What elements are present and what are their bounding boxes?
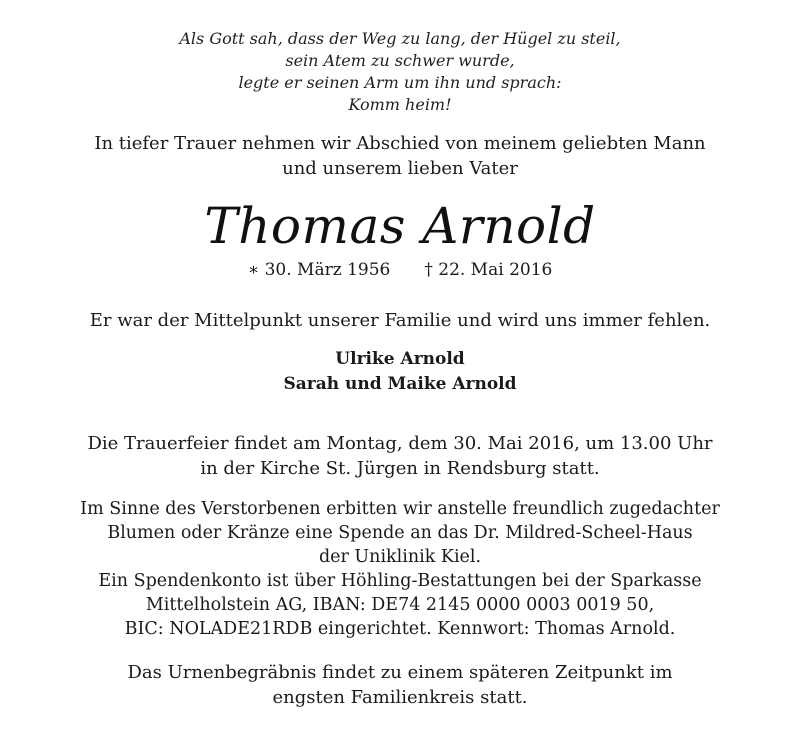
donation-line: BIC: NOLADE21RDB eingerichtet. Kennwort: Thomas Arnold. — [124, 619, 676, 639]
deceased-name: Thomas Arnold — [204, 197, 596, 255]
life-dates — [0, 258, 800, 282]
poem-line: Komm heim! — [348, 95, 452, 114]
poem-line: legte er seinen Arm um ihn und sprach: — [238, 73, 562, 92]
donation-line: Mittelholstein AG, IBAN: DE74 2145 0000 0003 0019 50, — [145, 595, 655, 615]
intro-text — [0, 131, 800, 181]
birth-date: ∗ 30. März 1956 — [247, 260, 391, 280]
death-date: † 22. Mai 2016 — [424, 260, 553, 280]
poem-line: sein Atem zu schwer wurde, — [285, 51, 515, 70]
funeral-service-info — [0, 431, 800, 481]
burial-info — [0, 660, 800, 710]
poem-line: Als Gott sah, dass der Weg zu lang, der Hügel zu steil, — [179, 29, 621, 48]
family-signatures — [0, 347, 800, 397]
burial-line: Das Urnenbegräbnis findet zu einem späteren Zeitpunkt im — [127, 662, 673, 683]
donation-line: Im Sinne des Verstorbenen erbitten wir anstelle freundlich zugedachter — [80, 499, 720, 519]
tribute-text: Er war der Mittelpunkt unserer Familie und wird uns immer fehlen. — [89, 310, 711, 331]
service-line: in der Kirche St. Jürgen in Rendsburg statt. — [200, 458, 600, 479]
service-line: Die Trauerfeier findet am Montag, dem 30. Mai 2016, um 13.00 Uhr — [87, 433, 713, 454]
donation-line: Ein Spendenkonto ist über Höhling-Bestattungen bei der Sparkasse — [98, 571, 702, 591]
burial-line: engsten Familienkreis statt. — [272, 687, 528, 708]
family-member: Ulrike Arnold — [335, 349, 465, 369]
intro-line: In tiefer Trauer nehmen wir Abschied von meinem geliebten Mann — [94, 133, 706, 154]
family-member: Sarah und Maike Arnold — [283, 374, 517, 394]
poem — [0, 28, 800, 116]
donation-line: Blumen oder Kränze eine Spende an das Dr. Mildred-Scheel-Haus — [107, 523, 693, 543]
donation-info — [0, 497, 800, 641]
intro-line: und unserem lieben Vater — [282, 158, 518, 179]
donation-line: der Uniklinik Kiel. — [318, 547, 482, 567]
